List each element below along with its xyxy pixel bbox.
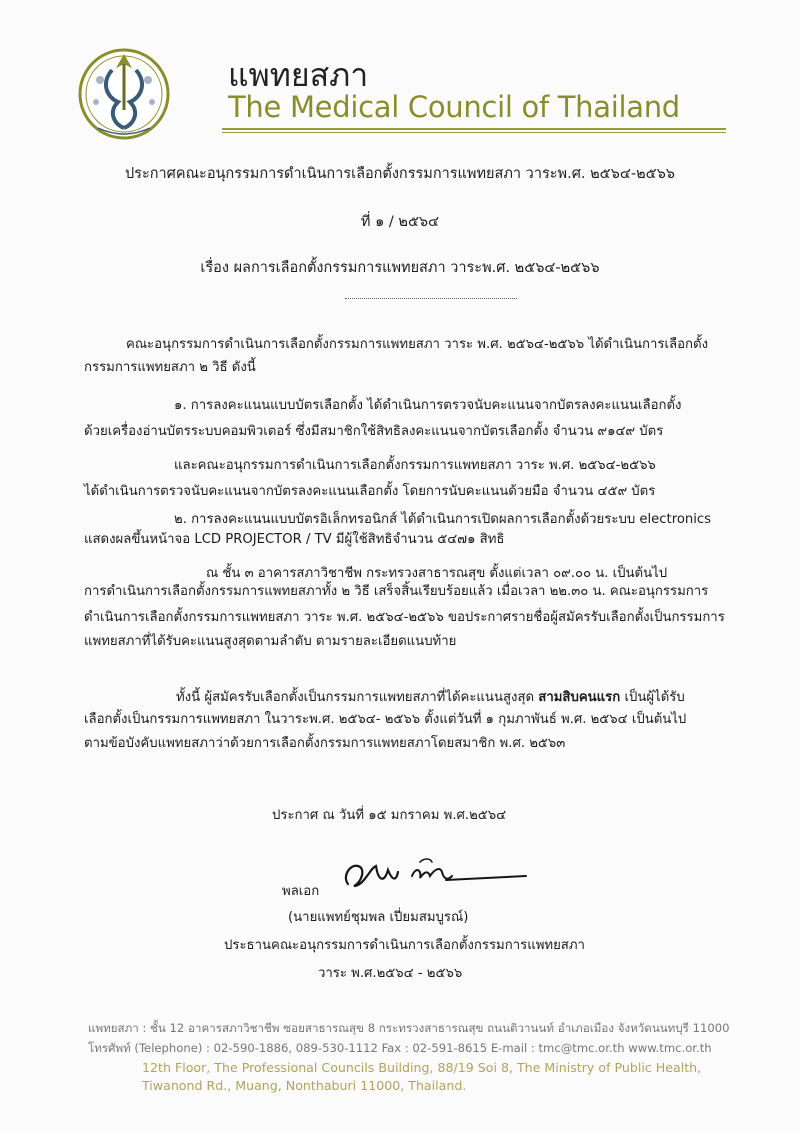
- footer-address-english-2: Tiwanond Rd., Muang, Nonthaburi 11000, Thailand.: [142, 1078, 467, 1093]
- org-name-thai: แพทยสภา: [228, 56, 369, 94]
- notice-subject: เรื่อง ผลการเลือกตั้งกรรมการแพทยสภา วาระพ.ศ. ๒๕๖๔-๒๕๖๖: [200, 260, 600, 276]
- body-line: แพทยสภาที่ได้รับคะแนนสูงสุดตามลำดับ ตามรายละเอียดแนบท้าย: [84, 634, 457, 649]
- footer-contact: โทรศัพท์ (Telephone) : 02-590-1886, 089-530-1112 Fax : 02-591-8615 E-mail : tmc@tmc.or.th www.tmc.or.th: [88, 1041, 712, 1055]
- body-line: กรรมการแพทยสภา ๒ วิธี ดังนี้: [84, 360, 256, 375]
- body-line: ณ ชั้น ๓ อาคารสภาวิชาชีพ กระทรวงสาธารณสุข ตั้งแต่เวลา ๐๙.๐๐ น. เป็นต้นไป: [206, 566, 668, 581]
- body-line: ๒. การลงคะแนนแบบบัตรอิเล็กทรอนิกส์ ได้ดำเนินการเปิดผลการเลือกตั้งด้วยระบบ electronics: [174, 512, 712, 527]
- footer-address-english-1: 12th Floor, The Professional Councils Building, 88/19 Soi 8, The Ministry of Public Health,: [142, 1060, 702, 1075]
- body-line: การดำเนินการเลือกตั้งกรรมการแพทยสภาทั้ง ๒ วิธี เสร็จสิ้นเรียบร้อยแล้ว เมื่อเวลา ๒๒.๓๐ น. คณะอนุกรรมการ: [84, 584, 709, 599]
- signer-rank: พลเอก: [282, 884, 320, 899]
- medical-council-logo: [78, 40, 170, 148]
- signer-name: (นายแพทย์ชุมพล เปี่ยมสมบูรณ์): [288, 910, 469, 925]
- body-line: ๑. การลงคะแนนแบบบัตรเลือกตั้ง ได้ดำเนินการตรวจนับคะแนนจากบัตรลงคะแนนเลือกตั้ง: [174, 398, 682, 413]
- body-line: ได้ดำเนินการตรวจนับคะแนนจากบัตรลงคะแนนเลือกตั้ง โดยการนับคะแนนด้วยมือ จำนวน ๔๕๙ บัตร: [84, 484, 656, 499]
- org-name-english: The Medical Council of Thailand: [228, 90, 680, 124]
- body-line: คณะอนุกรรมการดำเนินการเลือกตั้งกรรมการแพทยสภา วาระ พ.ศ. ๒๕๖๔-๒๕๖๖ ได้ดำเนินการเลือกตั้ง: [126, 337, 709, 352]
- header-rule: [222, 128, 726, 130]
- signer-position: ประธานคณะอนุกรรมการดำเนินการเลือกตั้งกรรมการแพทยสภา: [224, 938, 585, 953]
- notice-number: ที่ ๑ / ๒๕๖๔: [360, 214, 440, 230]
- body-line: และคณะอนุกรรมการดำเนินการเลือกตั้งกรรมการแพทยสภา วาระ พ.ศ. ๒๕๖๔-๒๕๖๖: [174, 458, 656, 473]
- signer-term: วาระ พ.ศ.๒๕๖๔ - ๒๕๖๖: [318, 966, 463, 981]
- signature: [336, 846, 532, 902]
- body-line: ดำเนินการเลือกตั้งกรรมการแพทยสภา วาระ พ.ศ. ๒๕๖๔-๒๕๖๖ ขอประกาศรายชื่อผู้สมัครรับเลือกตั้งเป็นกรรมการ: [84, 610, 725, 625]
- notice-title: ประกาศคณะอนุกรรมการดำเนินการเลือกตั้งกรรมการแพทยสภา วาระพ.ศ. ๒๕๖๔-๒๕๖๖: [124, 166, 676, 182]
- body-line: แสดงผลขึ้นหน้าจอ LCD PROJECTOR / TV มีผู้ใช้สิทธิจำนวน ๕๔๗๑ สิทธิ: [84, 532, 505, 547]
- body-text: เป็นผู้ได้รับ: [620, 690, 685, 705]
- body-line: ตามข้อบังคับแพทยสภาว่าด้วยการเลือกตั้งกรรมการแพทยสภาโดยสมาชิก พ.ศ. ๒๕๖๓: [84, 736, 566, 751]
- emphasis-text: สามสิบคนแรก: [538, 690, 621, 705]
- announcement-date: ประกาศ ณ วันที่ ๑๕ มกราคม พ.ศ.๒๕๖๔: [272, 808, 507, 823]
- body-text: ทั้งนี้ ผู้สมัครรับเลือกตั้งเป็นกรรมการแพทยสภาที่ได้คะแนนสูงสุด: [176, 690, 539, 705]
- body-line: ด้วยเครื่องอ่านบัตรระบบคอมพิวเตอร์ ซึ่งมีสมาชิกใช้สิทธิลงคะแนนจากบัตรเลือกตั้ง จำนวน ๙๑๔๙ บัตร: [84, 424, 664, 439]
- body-line: [176, 690, 685, 706]
- footer-address-thai: แพทยสภา : ชั้น 12 อาคารสภาวิชาชีพ ซอยสาธารณสุข 8 กระทรวงสาธารณสุข ถนนติวานนท์ อำเภอเมือง จังหวัดนนทบุรี 11000: [88, 1021, 730, 1035]
- body-line: เลือกตั้งเป็นกรรมการแพทยสภา ในวาระพ.ศ. ๒๕๖๔- ๒๕๖๖ ตั้งแต่วันที่ ๑ กุมภาพันธ์ พ.ศ. ๒๕๖๔ เป็นต้นไป: [84, 712, 687, 727]
- dotted-separator: [345, 298, 517, 299]
- header-rule-thin: [222, 132, 726, 133]
